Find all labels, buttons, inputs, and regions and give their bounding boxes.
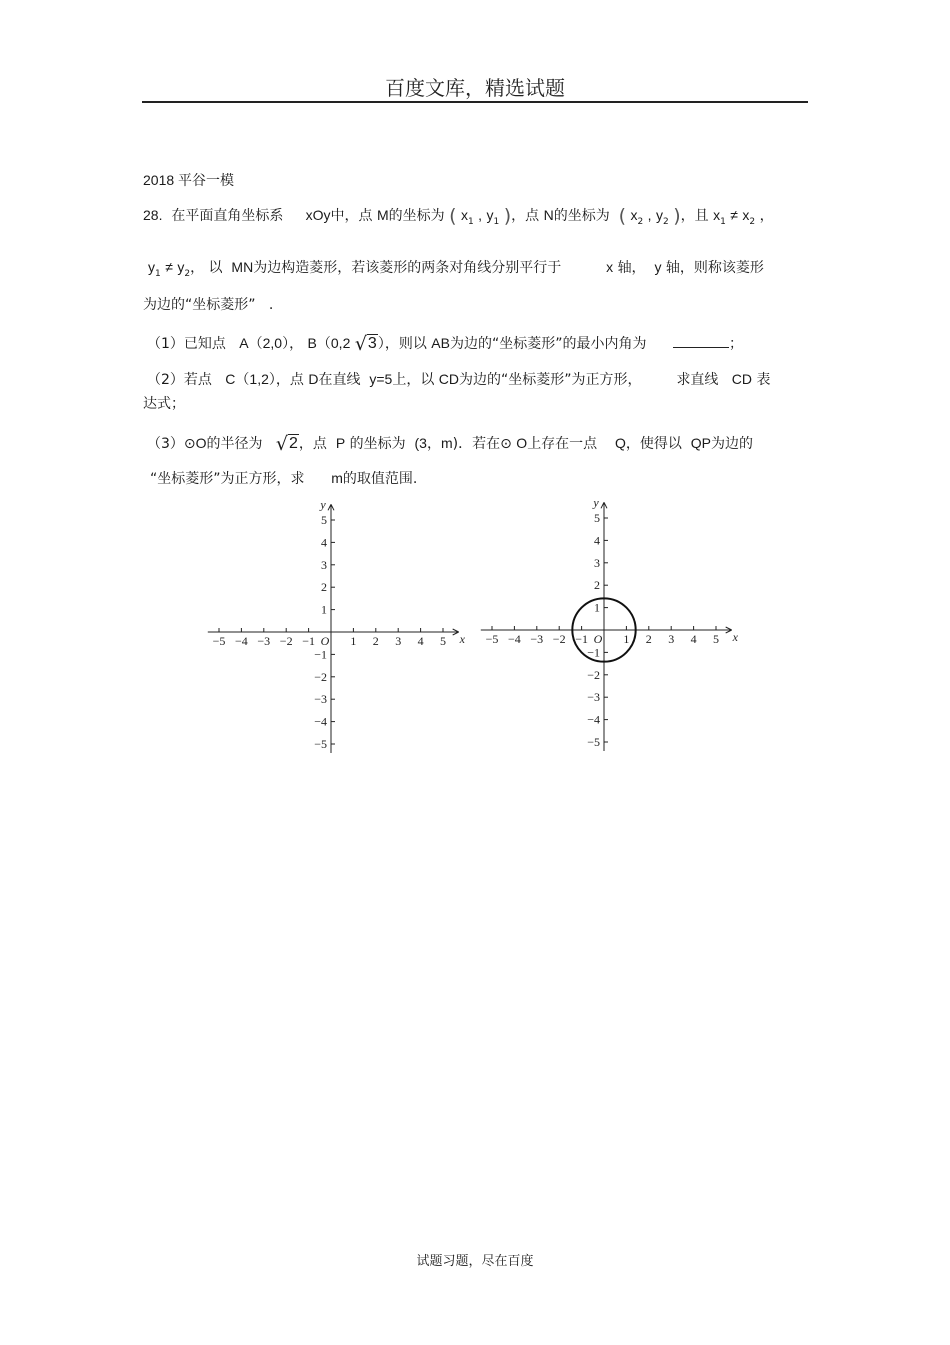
part-3-text: ，点	[298, 436, 327, 452]
stem-text: .	[268, 297, 274, 313]
stem-text: ，点	[511, 208, 540, 224]
line-eq: y=5	[369, 371, 393, 387]
math-sub: 2	[637, 217, 644, 227]
point-b-coord: 0,2	[330, 335, 351, 351]
right-plot-x-tick-label: 4	[690, 632, 697, 646]
stem-text: 的坐标为	[388, 208, 445, 224]
point-d: D	[308, 371, 319, 387]
axis-x-ref: x	[606, 259, 614, 275]
left-plot-x-tick-label: 5	[440, 634, 446, 648]
part-3-text: 为边的	[711, 436, 754, 452]
math-var: x	[742, 207, 750, 223]
part-3-text: 上存在一点	[527, 436, 598, 452]
left-plot-y-tick-label: 1	[321, 602, 327, 617]
part-3-text: 的半径为	[206, 436, 263, 452]
stem-text: 中，点	[330, 208, 373, 224]
right-plot-x-tick-label: 5	[713, 632, 719, 646]
part-2-text: 上，以	[392, 372, 435, 388]
stem-text: 为边的“坐标菱形”	[143, 297, 256, 313]
point-m: M	[376, 207, 389, 223]
left-plot-x-tick-label: 1	[350, 634, 357, 648]
math-sub: 2	[663, 217, 669, 227]
part-1-text: ），	[282, 336, 304, 352]
point-b: B（	[307, 335, 331, 351]
math-var: y	[177, 259, 185, 275]
math-paren: )	[503, 205, 512, 227]
segment-mn: MN	[231, 259, 254, 275]
left-plot-x-tick-label: 2	[372, 634, 379, 648]
problem-number: 28.	[143, 207, 163, 223]
stem-text: 轴，则称该菱形	[665, 260, 764, 276]
part-3-text: 的取值范围.	[342, 471, 418, 487]
math-sep: ，	[190, 260, 205, 276]
math-sub: 2	[749, 217, 756, 227]
math-paren: (	[618, 205, 627, 227]
math-paren: )	[673, 205, 681, 227]
point-c-coord: 1,2	[249, 371, 269, 387]
stem-text: 以	[208, 260, 223, 276]
math-var: y	[656, 207, 664, 223]
right-plot-y-tick-label: −2	[587, 667, 600, 682]
right-plot-y-tick-label: 1	[594, 600, 600, 615]
left-plot-y-tick-label: −4	[314, 714, 327, 729]
left-plot-y-tick-label: −1	[314, 647, 327, 662]
footer-text: 试题习题，尽在百度	[416, 1254, 534, 1269]
segment-cd: CD	[438, 371, 460, 387]
math-comma: ,	[647, 207, 652, 223]
stem-text: 为边构造菱形，若该菱形的两条对角线分别平行于	[253, 260, 562, 276]
stem-text: 在平面直角坐标系	[171, 208, 284, 224]
right-plot-y-label: y	[593, 495, 599, 510]
segment-ab: AB	[431, 335, 450, 351]
left-plot-y-tick-label: 4	[321, 535, 327, 550]
part-2-text: ），点	[268, 372, 304, 388]
part-3-text: 的坐标为	[349, 436, 406, 452]
part-2-line-2: 达式；	[143, 396, 185, 412]
left-plot-x-tick-label: −1	[302, 634, 315, 648]
axis-y-ref: y	[654, 259, 662, 275]
stem-text: ，且	[680, 208, 709, 224]
part-3-text: )．若在⊙	[452, 436, 512, 452]
right-plot-x-tick-label: −5	[485, 632, 499, 646]
right-plot-x-label: x	[732, 630, 739, 644]
stem-text: 轴，	[617, 260, 646, 276]
header-title: 百度文库，精选试题	[385, 76, 565, 100]
point-c: C（	[225, 371, 250, 387]
right-plot-x-tick-label: 2	[645, 632, 652, 646]
part-1-text: ；	[728, 336, 743, 352]
left-plot-y-tick-label: 5	[321, 513, 327, 527]
left-plot-origin-label: O	[320, 634, 330, 648]
right-plot-y-tick-label: −1	[587, 645, 600, 660]
math-var: y	[486, 207, 494, 223]
math-sep: ，	[759, 208, 774, 224]
right-plot-y-tick-label: 5	[594, 511, 600, 525]
point-a: A（	[239, 335, 263, 351]
left-plot-x-tick-label: 4	[417, 634, 424, 648]
point-q: Q	[615, 435, 626, 451]
left-plot-x-label: x	[459, 632, 466, 646]
left-plot-y-tick-label: −3	[314, 692, 327, 707]
math-sub: 1	[720, 217, 726, 227]
math-sub: 1	[467, 217, 474, 227]
math-var: x	[713, 207, 721, 223]
point-p: P	[335, 435, 346, 451]
left-plot-y-tick-label: 2	[321, 580, 327, 595]
right-plot-y-tick-label: −4	[587, 712, 600, 727]
part-3-text: “坐标菱形”为正方形，求	[150, 471, 305, 487]
math-neq: ≠	[165, 259, 173, 275]
part-2-text: 求直线	[676, 372, 719, 388]
math-sub: 1	[155, 269, 161, 279]
part-1-text: 为边的“坐标菱形”的最小内角为	[449, 336, 647, 352]
right-plot-x-tick-label: −3	[530, 632, 544, 646]
circle-o: O	[516, 435, 528, 451]
math-var: y	[148, 259, 155, 275]
left-plot-x-tick-label: −4	[235, 634, 248, 648]
math-paren: (	[449, 205, 457, 227]
part-3-label: （3）⊙	[147, 436, 196, 452]
part-2-text: 为边的“坐标菱形”为正方形，	[459, 372, 642, 388]
math-var: x	[630, 207, 638, 223]
circle-o: O	[195, 435, 207, 451]
right-plot-y-tick-label: −3	[587, 690, 600, 705]
right-plot-origin-label: O	[593, 632, 603, 646]
part-2-label: （2）若点	[147, 372, 212, 388]
segment-cd: CD	[731, 371, 753, 387]
stem-coord-system: xOy	[305, 207, 331, 223]
left-plot-x-tick-label: −3	[257, 634, 271, 648]
left-plot-x-tick-label: −5	[212, 634, 226, 648]
param-m: m	[440, 435, 453, 451]
right-plot-x-tick-label: 3	[668, 632, 675, 646]
math-sub: 2	[184, 269, 191, 279]
sqrt-radicand: 2	[289, 435, 298, 452]
right-plot-x-tick-label: 1	[623, 632, 630, 646]
math-comma: ,	[478, 207, 483, 223]
stem-text: 的坐标为	[553, 208, 610, 224]
right-plot-x-tick-label: −2	[552, 632, 566, 646]
math-sub: 1	[493, 217, 500, 227]
part-1-text: ），则以	[377, 336, 427, 352]
part-2-text: 表	[756, 372, 771, 388]
left-plot-y-tick-label: 3	[321, 557, 327, 572]
point-p-coord: (3，	[414, 435, 441, 451]
point-n: N	[543, 207, 554, 223]
left-plot-y-tick-label: −2	[314, 669, 327, 684]
problem-source: 2018 平谷一模	[143, 172, 235, 188]
sqrt-sign: √	[275, 433, 288, 455]
left-plot-x-tick-label: −2	[279, 634, 293, 648]
part-2-text: 在直线	[318, 372, 361, 388]
math-neq: ≠	[730, 207, 738, 223]
right-plot-y-tick-label: 2	[594, 578, 600, 593]
part-1-label: （1）已知点	[147, 336, 226, 352]
segment-qp: QP	[690, 435, 712, 451]
sqrt-sign: √	[354, 333, 367, 355]
part-3-text: ，使得以	[625, 436, 682, 452]
right-plot-y-tick-label: −5	[587, 735, 600, 749]
sqrt-radicand: 3	[367, 335, 377, 352]
point-a-coord: 2,0	[262, 335, 283, 351]
right-plot-y-tick-label: 3	[594, 555, 600, 570]
right-plot-x-tick-label: −4	[508, 632, 521, 646]
right-plot-x-tick-label: −1	[575, 632, 588, 646]
param-m: m	[331, 470, 343, 486]
math-var: x	[460, 207, 468, 223]
left-plot-x-tick-label: 3	[395, 634, 402, 648]
left-plot-y-label: y	[320, 497, 326, 512]
left-plot-y-tick-label: −5	[314, 737, 327, 751]
right-plot-y-tick-label: 4	[594, 533, 600, 548]
